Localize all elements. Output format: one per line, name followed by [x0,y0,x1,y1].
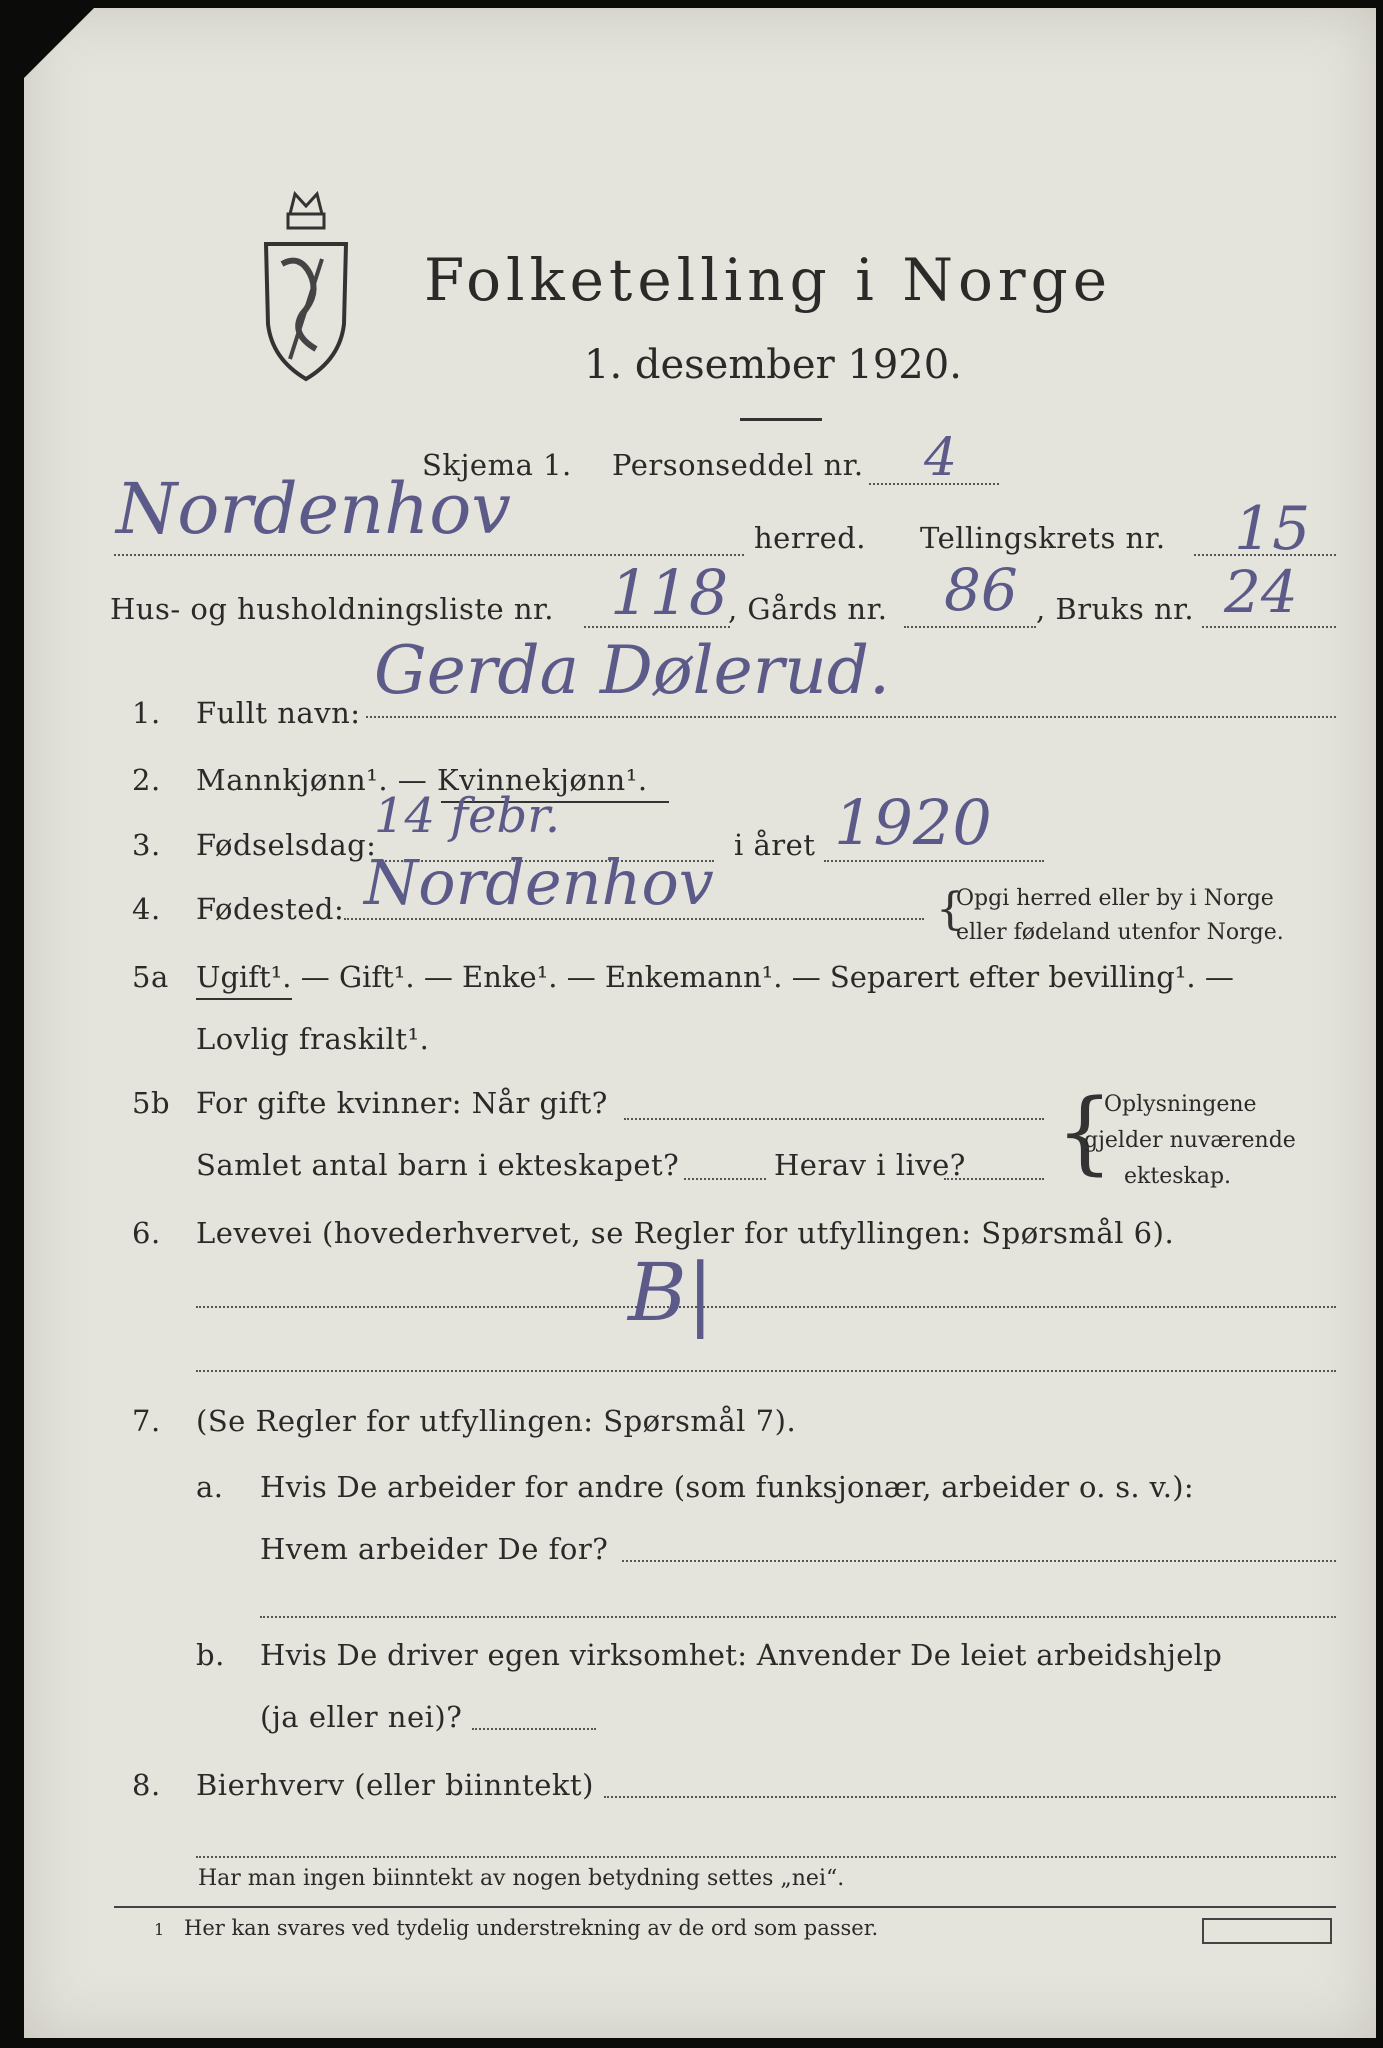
q7b-line-2: (ja eller nei)? [260,1700,463,1734]
occupation-line-1 [196,1306,1336,1308]
full-name-value[interactable]: Gerda Dølerud. [374,632,891,709]
alive-line[interactable] [944,1178,1044,1180]
gender-options[interactable]: Mannkjønn¹. — Kvinnekjønn¹. [196,763,648,797]
gards-value[interactable]: 86 [944,556,1018,624]
footnote-text: Her kan svares ved tydelig understrekning av de ord som passer. [184,1916,879,1940]
hired-help-line[interactable] [472,1728,596,1730]
census-form [24,8,1376,2038]
q5b-note-2: gjelder nuværende [1084,1128,1296,1153]
q7-number: 7. [132,1404,161,1438]
q7b-line-1: Hvis De driver egen virksomhet: Anvender De leiet arbeidshjelp [260,1638,1223,1672]
marital-underline [196,998,292,1000]
q4-label: Fødested: [196,892,345,926]
q5b-brace: { [1056,1080,1114,1185]
q7a-letter: a. [196,1470,224,1504]
printer-stamp [1202,1918,1332,1944]
no-income-note: Har man ingen biinntekt av nogen betydning settes „nei“. [198,1866,845,1891]
secondary-income-line[interactable] [604,1796,1336,1798]
q5b-number: 5b [132,1086,171,1120]
q3-label: Fødselsdag: [196,828,377,862]
q4-note-2: eller fødeland utenfor Norge. [956,920,1284,945]
tellingskrets-value[interactable]: 15 [1234,494,1311,564]
q4-number: 4. [132,892,161,926]
marital-options[interactable]: Ugift¹. — Gift¹. — Enke¹. — Enkemann¹. — Separert efter bevilling¹. — [196,960,1234,994]
q3-number: 3. [132,828,161,862]
tellingskrets-label: Tellingskrets nr. [920,521,1166,555]
occupation-line-2 [196,1370,1336,1372]
q6-label: Levevei (hovederhvervet, se Regler for utfyllingen: Spørsmål 6). [196,1216,1175,1250]
personseddel-label: Personseddel nr. [612,448,864,482]
q5a-number: 5a [132,960,169,994]
q8-number: 8. [132,1768,161,1802]
herred-label: herred. [754,521,867,555]
secondary-income-line-2[interactable] [196,1856,1336,1858]
bruks-label: , Bruks nr. [1036,592,1195,626]
q5b-children-label: Samlet antal barn i ekteskapet? [196,1148,680,1182]
gards-label: , Gårds nr. [728,592,888,626]
year-label: i året [734,828,816,862]
q5b-line-1: For gifte kvinner: Når gift? [196,1086,608,1120]
hus-label: Hus- og husholdningsliste nr. [110,592,554,626]
q2-number: 2. [132,763,161,797]
title-divider [740,418,822,421]
marital-options-2[interactable]: Lovlig fraskilt¹. [196,1022,430,1056]
bruks-value[interactable]: 24 [1224,558,1298,626]
coat-of-arms-icon [260,184,352,384]
form-title: Folketelling i Norge [424,246,1113,314]
footnote-mark: 1 [154,1920,165,1939]
bruks-line [1202,626,1336,628]
gards-line [904,626,1036,628]
personseddel-value[interactable]: 4 [924,428,958,488]
q1-label: Fullt navn: [196,696,361,730]
schema-label: Skjema 1. [422,448,572,482]
folded-corner [24,8,94,78]
children-line[interactable] [684,1178,766,1180]
q5b-note-3: ekteskap. [1124,1164,1232,1189]
q7a-line-1: Hvis De arbeider for andre (som funksjonær, arbeider o. s. v.): [260,1470,1194,1504]
q4-note-1: Opgi herred eller by i Norge [956,886,1274,911]
employer-line-1[interactable] [622,1560,1336,1562]
birth-year-value[interactable]: 1920 [834,786,992,859]
q5b-note-1: Oplysningene [1104,1092,1257,1117]
q5b-alive-label: Herav i live? [774,1148,966,1182]
q7b-letter: b. [196,1638,225,1672]
q8-label: Bierhverv (eller biinntekt) [196,1768,594,1802]
q4-brace: { [936,884,964,935]
year-line [824,860,1044,862]
q7-label: (Se Regler for utfyllingen: Spørsmål 7). [196,1404,797,1438]
footer-divider [114,1906,1336,1908]
birthplace-value[interactable]: Nordenhov [364,846,714,919]
q7a-line-2: Hvem arbeider De for? [260,1532,609,1566]
herred-value[interactable]: Nordenhov [116,468,511,550]
married-when-line[interactable] [624,1118,1044,1120]
occupation-value[interactable]: B| [628,1246,714,1339]
form-date: 1. desember 1920. [584,342,962,388]
q1-line [366,716,1336,718]
birthday-value[interactable]: 14 febr. [374,788,561,844]
q1-number: 1. [132,696,161,730]
hus-value[interactable]: 118 [610,556,729,629]
employer-line-2[interactable] [260,1616,1336,1618]
q6-number: 6. [132,1216,161,1250]
